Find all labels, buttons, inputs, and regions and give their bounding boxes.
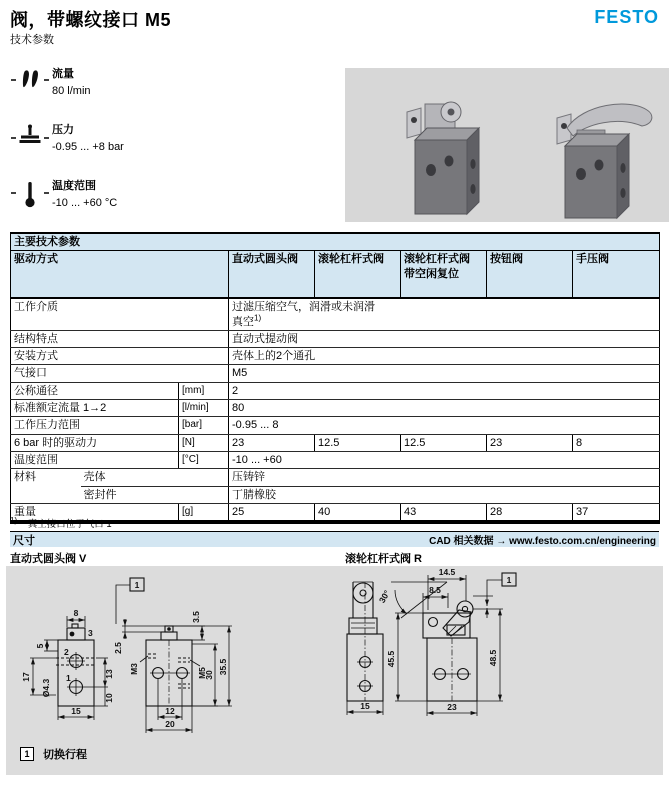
- svg-text:Ø4.3: Ø4.3: [41, 678, 51, 698]
- row-material-seals: [11, 486, 660, 503]
- svg-text:15: 15: [71, 706, 81, 716]
- table-band: [11, 233, 660, 251]
- col-header-2: 滚轮杠杆式阀 带空闲复位: [401, 251, 487, 299]
- svg-text:30: 30: [204, 670, 214, 680]
- svg-text:15: 15: [360, 701, 370, 711]
- row-actuating-force-label: 6 bar 时的驱动力: [11, 434, 179, 451]
- legend-text: 切换行程: [43, 749, 87, 761]
- page-title: 阀，带螺纹接口 M5: [10, 10, 172, 30]
- feature-temperature: [10, 178, 310, 215]
- row-temperature: [11, 451, 660, 468]
- col-header-3: 按钮阀: [487, 251, 573, 299]
- row-material-sub2: 密封件: [81, 486, 229, 503]
- svg-text:10: 10: [104, 693, 114, 703]
- row-material-sub1: 壳体: [81, 469, 229, 486]
- cell-force-3: 23: [487, 434, 573, 451]
- feature-pressure-label: 压力: [52, 124, 74, 136]
- row-port-label: 气接口: [11, 365, 229, 382]
- row-material-housing: [11, 469, 660, 486]
- svg-text:2: 2: [64, 647, 69, 657]
- col-header-1: 滚轮杠杆式阀: [315, 251, 401, 299]
- row-nominal-width-label: 公称通径: [11, 382, 179, 399]
- cell-weight-0: 25: [229, 503, 315, 522]
- drawing-plunger-valve: [6, 570, 336, 770]
- svg-text:30°: 30°: [376, 588, 392, 605]
- cell-force-4: 8: [573, 434, 660, 451]
- row-material-value2: 丁腈橡胶: [229, 486, 660, 503]
- svg-text:1: 1: [506, 575, 512, 585]
- row-port: [11, 365, 660, 382]
- feature-temperature-label: 温度范围: [52, 180, 96, 192]
- row-mounting: [11, 348, 660, 365]
- svg-text:45.5: 45.5: [386, 650, 396, 668]
- cell-force-0: 23: [229, 434, 315, 451]
- row-pressure-range-value: -0.95 ... 8: [229, 417, 660, 434]
- cell-weight-3: 28: [487, 503, 573, 522]
- row-actuating-force: [11, 434, 660, 451]
- svg-text:12: 12: [165, 706, 175, 716]
- svg-text:20: 20: [165, 719, 175, 729]
- svg-text:35.5: 35.5: [218, 658, 228, 676]
- row-design-label: 结构特点: [11, 330, 229, 347]
- col-header-0: 直动式圆头阀: [229, 251, 315, 299]
- dimensions-band: [10, 531, 659, 547]
- svg-text:1: 1: [134, 580, 140, 590]
- row-nominal-width: [11, 382, 660, 399]
- drawings-panel: [6, 566, 663, 775]
- callout-1-box-left: [116, 578, 144, 624]
- flow-icon: [10, 66, 52, 101]
- page-subtitle: 技术参数: [10, 34, 54, 46]
- svg-text:2.5: 2.5: [113, 642, 123, 654]
- feature-pressure: [10, 122, 310, 157]
- festo-logo: FESTO: [594, 7, 659, 27]
- footnote-text: 真空接口位于气口 1: [27, 519, 112, 531]
- row-flow-rate-value: 80: [229, 400, 660, 417]
- svg-text:8.5: 8.5: [429, 585, 441, 595]
- svg-text:5: 5: [35, 643, 45, 649]
- footnote-marker: 1): [10, 516, 18, 525]
- row-temperature-label: 温度范围: [11, 451, 179, 468]
- product-image-panel: [345, 68, 669, 222]
- row-nominal-width-value: 2: [229, 382, 660, 399]
- row-pressure-range-unit: [bar]: [179, 417, 229, 434]
- row-flow-rate-label: 标准额定流量 1→2: [11, 400, 179, 417]
- cell-force-1: 12.5: [315, 434, 401, 451]
- legend-callout-box: 1: [20, 747, 34, 761]
- cell-weight-1: 40: [315, 503, 401, 522]
- drawing-roller-lever-valve: [335, 566, 663, 766]
- product-image-lever-valve: [557, 104, 652, 218]
- product-image-roller-valve: [407, 102, 479, 214]
- row-material-label: 材料: [11, 469, 81, 504]
- arrow-right-icon: →: [496, 536, 507, 547]
- cell-weight-2: 43: [401, 503, 487, 522]
- svg-text:14.5: 14.5: [438, 567, 456, 577]
- table-band-title: 主要技术参数: [11, 233, 660, 251]
- feature-flow-label: 流量: [52, 68, 74, 80]
- row-medium: [11, 298, 660, 330]
- row-weight-label: 重量: [11, 503, 179, 522]
- table-header-row: [11, 251, 660, 299]
- feature-list: [10, 66, 310, 236]
- row-flow-rate-unit: [l/min]: [179, 400, 229, 417]
- row-weight-unit: [g]: [179, 503, 229, 522]
- cell-weight-4: 37: [573, 503, 660, 522]
- feature-flow-value: 80 l/min: [52, 84, 91, 97]
- drawing-legend: [20, 746, 87, 762]
- drawing-right-title: 滚轮杠杆式阀 R: [345, 553, 422, 565]
- row-mounting-label: 安装方式: [11, 348, 229, 365]
- row-flow-rate: [11, 400, 660, 417]
- dimensions-title: 尺寸: [13, 534, 35, 547]
- pressure-icon: [10, 122, 52, 157]
- col-header-4: 手压阀: [573, 251, 660, 299]
- row-design: [11, 330, 660, 347]
- svg-text:23: 23: [447, 702, 457, 712]
- cad-data-link: [429, 532, 659, 547]
- svg-text:8: 8: [73, 608, 79, 618]
- cad-label: CAD 相关数据: [429, 536, 494, 547]
- svg-text:1: 1: [66, 673, 71, 683]
- temperature-icon: [10, 178, 52, 215]
- cell-force-2: 12.5: [401, 434, 487, 451]
- col-header-drive: 驱动方式: [11, 251, 229, 299]
- row-nominal-width-unit: [mm]: [179, 382, 229, 399]
- row-actuating-force-unit: [N]: [179, 434, 229, 451]
- row-medium-value: 过滤压缩空气，润滑或未润滑 真空$^{1)}$: [229, 298, 660, 330]
- row-material-value1: 压铸锌: [229, 469, 660, 486]
- svg-text:13: 13: [104, 669, 114, 679]
- svg-text:3.5: 3.5: [191, 611, 201, 623]
- row-temperature-unit: [°C]: [179, 451, 229, 468]
- feature-flow: [10, 66, 310, 101]
- product-illustrations: [345, 68, 669, 222]
- feature-pressure-value: -0.95 ... +8 bar: [52, 140, 124, 153]
- svg-text:48.5: 48.5: [488, 649, 498, 667]
- row-port-value: M5: [229, 365, 660, 382]
- svg-text:M3: M3: [129, 663, 139, 675]
- feature-temperature-value: -10 ... +60 °C: [52, 196, 118, 209]
- row-design-value: 直动式提动阀: [229, 330, 660, 347]
- row-pressure-range: [11, 417, 660, 434]
- row-temperature-value: -10 ... +60: [229, 451, 660, 468]
- row-medium-label: 工作介质: [11, 298, 229, 330]
- svg-text:M5: M5: [197, 667, 207, 679]
- svg-text:3: 3: [88, 628, 93, 638]
- spec-table: [10, 232, 660, 524]
- row-pressure-range-label: 工作压力范围: [11, 417, 179, 434]
- svg-text:17: 17: [21, 672, 31, 682]
- drawing-left-title: 直动式圆头阀 V: [10, 553, 87, 565]
- row-mounting-value: 壳体上的2个通孔: [229, 348, 660, 365]
- footnote: [10, 516, 112, 530]
- callout-1-box-right: [487, 573, 516, 592]
- cad-url[interactable]: www.festo.com.cn/engineering: [509, 536, 656, 547]
